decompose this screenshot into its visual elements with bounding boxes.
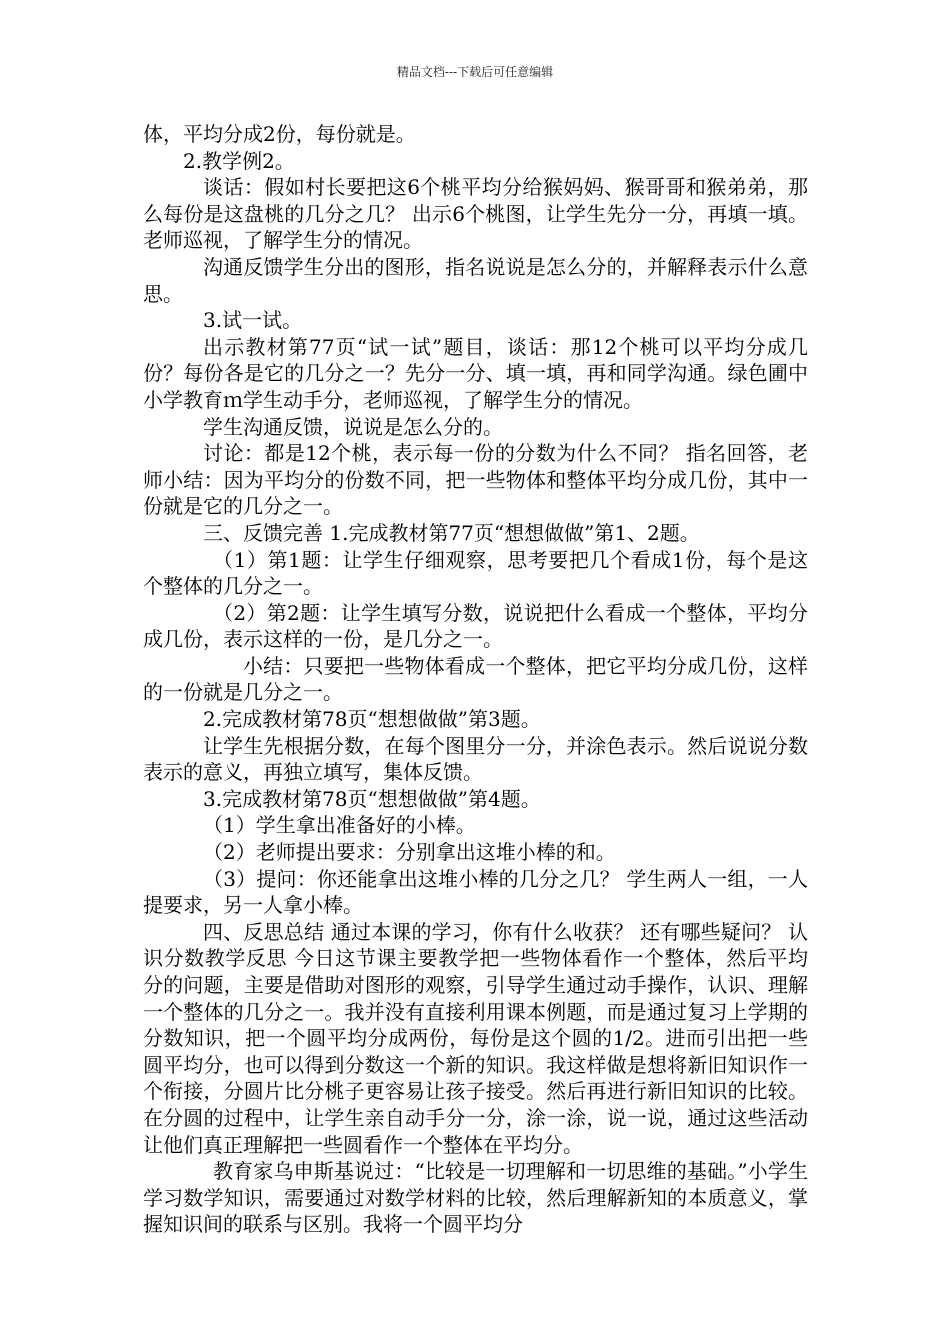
paragraph: 2.教学例2。	[183, 148, 295, 173]
paragraph: 学生沟通反馈，说说是怎么分的。	[203, 414, 503, 439]
document-body	[143, 121, 808, 1238]
paragraph: 让学生先根据分数，在每个图里分一分，并涂色表示。然后说说分数表示的意义，再独立填写，集体反馈。	[143, 733, 808, 785]
paragraph: 三、反馈完善 1.完成教材第77页“想想做做”第1、2题。	[203, 520, 700, 545]
paragraph: 教育家乌申斯基说过：“比较是一切理解和一切思维的基础。”小学生学习数学知识，需要通过对数学材料的比较，然后理解新知的本质意义，掌握知识间的联系与区别。我将一个圆平均分	[143, 1159, 808, 1237]
paragraph: 2.完成教材第78页“想想做做”第3题。	[203, 707, 541, 732]
paragraph: （2）老师提出要求：分别拿出这堆小棒的和。	[203, 840, 616, 865]
paragraph: 讨论：都是12个桃，表示每一份的分数为什么不同？ 指名回答，老师小结：因为平均分的份数不同，把一些物体和整体平均分成几份，其中一份就是它的几分之一。	[143, 441, 808, 519]
paragraph: （3）提问：你还能拿出这堆小棒的几分之几？ 学生两人一组，一人提要求，另一人拿小棒。	[143, 866, 808, 918]
paragraph: 小结：只要把一些物体看成一个整体，把它平均分成几份，这样的一份就是几分之一。	[143, 653, 808, 705]
paragraph: （2）第2题：让学生填写分数，说说把什么看成一个整体，平均分成几份，表示这样的一份，是几分之一。	[143, 600, 808, 652]
paragraph: 沟通反馈学生分出的图形，指名说说是怎么分的，并解释表示什么意思。	[143, 254, 808, 306]
paragraph: 体，平均分成2份，每份就是。	[143, 122, 416, 146]
paragraph: 谈话：假如村长要把这6个桃平均分给猴妈妈、猴哥哥和猴弟弟，那么每份是这盘桃的几分之几？ 出示6个桃图，让学生先分一分，再填一填。老师巡视，了解学生分的情况。	[143, 175, 808, 253]
paragraph: 四、反思总结 通过本课的学习，你有什么收获？ 还有哪些疑问？ 认识分数教学反思 今日这节课主要教学把一些物体看作一个整体，然后平均分的问题，主要是借助对图形的观察，引导学生通过动手操作，认识、理解一个整体的几分之一。我并没有直接利用课本例题，而是通过复习上学期的分数知识，把一个圆平均分成两份，每份是这个圆的1/2。进而引出把一些圆平均分，也可以得到分数这一个新的知识。我这样做是想将新旧知识作一个衔接，分圆片比分桃子更容易让孩子接受。然后再进行新旧知识的比较。在分圆的过程中，让学生亲自动手分一分，涂一涂，说一说，通过这些活动让他们真正理解把一些圆看作一个整体在平均分。	[143, 919, 808, 1157]
paragraph: 出示教材第77页“试一试”题目，谈话：那12个桃可以平均分成几份？每份各是它的几分之一？先分一分、填一填，再和同学沟通。绿色圃中小学教育ｍ学生动手分，老师巡视，了解学生分的情况。	[143, 334, 808, 412]
paragraph: 3.完成教材第78页“想想做做”第4题。	[203, 786, 541, 811]
paragraph: （1）学生拿出准备好的小棒。	[203, 813, 476, 838]
paragraph: 3.试一试。	[203, 308, 303, 333]
paragraph: （1）第1题：让学生仔细观察，思考要把几个看成1份，每个是这个整体的几分之一。	[143, 547, 808, 599]
page-header: 精品文档---下载后可任意编辑	[396, 65, 554, 79]
